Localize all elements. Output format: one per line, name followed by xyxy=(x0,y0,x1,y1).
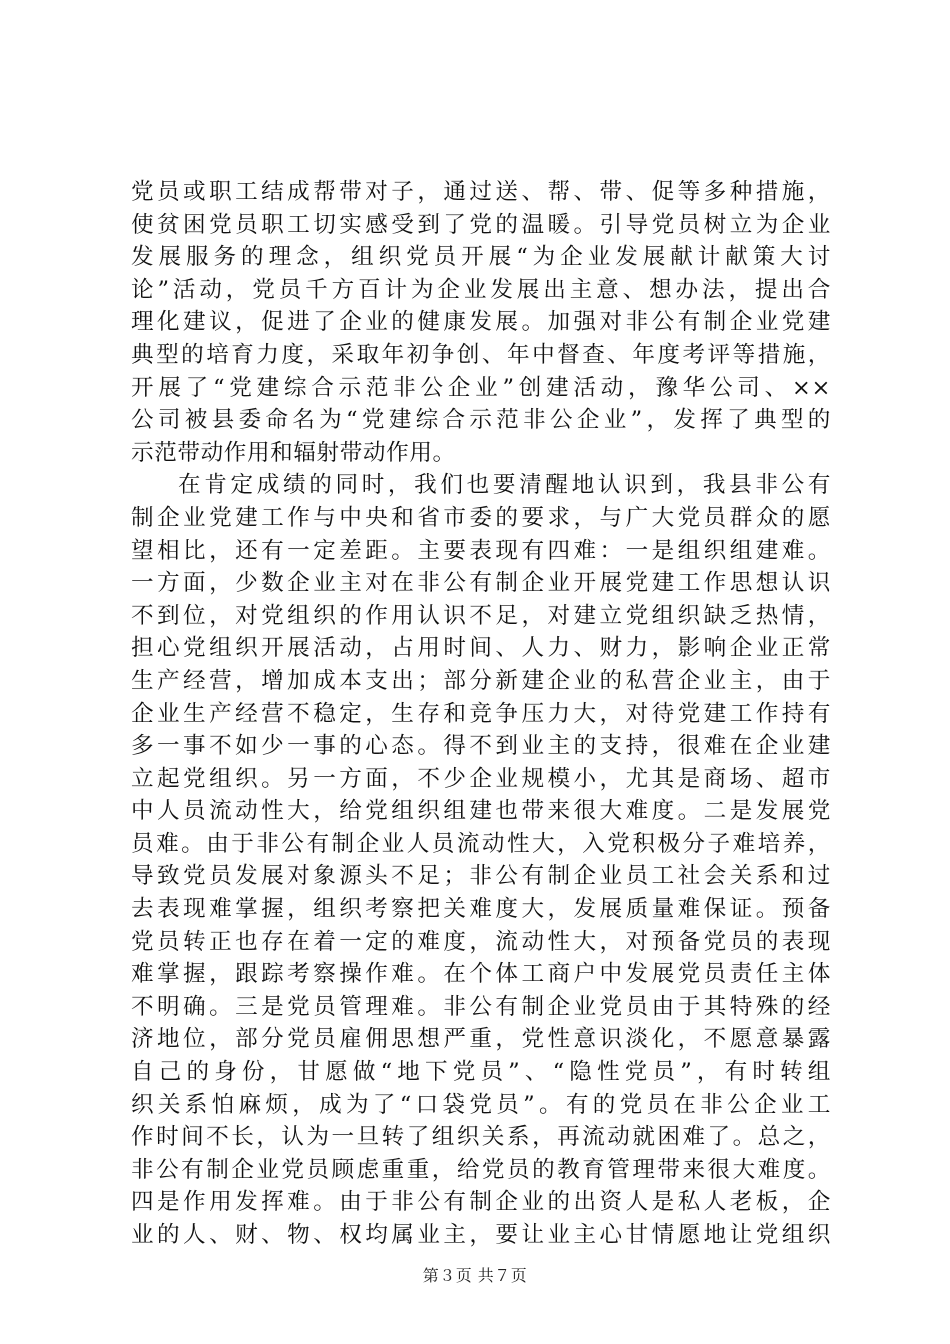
text-line: 公司被县委命名为“党建综合示范非公企业”，发挥了典型的 xyxy=(131,407,831,434)
text-line: 在肯定成绩的同时，我们也要清醒地认识到，我县非公有 xyxy=(178,472,831,499)
text-line: 织关系怕麻烦，成为了“口袋党员”。有的党员在非公企业工 xyxy=(131,1091,831,1118)
text-line: 党员或职工结成帮带对子，通过送、帮、带、促等多种措施， xyxy=(131,179,831,205)
text-line: 开展了“党建综合示范非公企业”创建活动，豫华公司、×× xyxy=(131,374,831,401)
text-line: 不明确。三是党员管理难。非公有制企业党员由于其特殊的经 xyxy=(131,993,831,1020)
text-line: 不到位，对党组织的作用认识不足，对建立党组织缺乏热情， xyxy=(131,602,831,629)
text-line: 难掌握，跟踪考察操作难。在个体工商户中发展党员责任主体 xyxy=(131,961,831,988)
text-line: 使贫困党员职工切实感受到了党的温暖。引导党员树立为企业 xyxy=(131,211,831,238)
text-line: 望相比，还有一定差距。主要表现有四难：一是组织组建难。 xyxy=(131,537,831,564)
text-line: 去表现难掌握，组织考察把关难度大，发展质量难保证。预备 xyxy=(131,896,831,923)
page-number-footer: 第３页 共７页 xyxy=(422,1266,528,1285)
text-line: 论”活动，党员千方百计为企业发展出主意、想办法，提出合 xyxy=(131,276,831,303)
text-line: 四是作用发挥难。由于非公有制企业的出资人是私人老板，企 xyxy=(131,1189,831,1216)
text-line: 发展服务的理念，组织党员开展“为企业发展献计献策大讨 xyxy=(131,244,831,271)
text-line: 企业生产经营不稳定，生存和竞争压力大，对待党建工作持有 xyxy=(131,700,831,727)
text-line: 作时间不长，认为一旦转了组织关系，再流动就困难了。总之， xyxy=(131,1124,831,1151)
text-line: 多一事不如少一事的心态。得不到业主的支持，很难在企业建 xyxy=(131,733,831,760)
text-line: 业的人、财、物、权均属业主，要让业主心甘情愿地让党组织 xyxy=(131,1222,831,1248)
text-line: 济地位，部分党员雇佣思想严重，党性意识淡化，不愿意暴露 xyxy=(131,1026,831,1053)
text-line: 非公有制企业党员顾虑重重，给党员的教育管理带来很大难度。 xyxy=(131,1156,831,1183)
body-text xyxy=(131,176,831,1252)
text-line: 制企业党建工作与中央和省市委的要求，与广大党员群众的愿 xyxy=(131,504,831,531)
text-line: 示范带动作用和辐射带动作用。 xyxy=(131,439,456,466)
text-line: 导致党员发展对象源头不足；非公有制企业员工社会关系和过 xyxy=(131,863,831,890)
text-line: 一方面，少数企业主对在非公有制企业开展党建工作思想认识 xyxy=(131,570,831,597)
text-line: 自己的身份，甘愿做“地下党员”、“隐性党员”，有时转组 xyxy=(131,1059,831,1086)
text-line: 理化建议，促进了企业的健康发展。加强对非公有制企业党建 xyxy=(131,309,831,336)
text-line: 员难。由于非公有制企业人员流动性大，入党积极分子难培养， xyxy=(131,830,831,857)
text-line: 担心党组织开展活动，占用时间、人力、财力，影响企业正常 xyxy=(131,635,831,662)
text-line: 立起党组织。另一方面，不少企业规模小，尤其是商场、超市 xyxy=(131,765,831,792)
text-line: 典型的培育力度，采取年初争创、年中督查、年度考评等措施， xyxy=(131,341,831,368)
text-line: 中人员流动性大，给党组织组建也带来很大难度。二是发展党 xyxy=(131,798,831,825)
text-line: 生产经营，增加成本支出；部分新建企业的私营企业主，由于 xyxy=(131,667,831,694)
text-line: 党员转正也存在着一定的难度，流动性大，对预备党员的表现 xyxy=(131,928,831,955)
